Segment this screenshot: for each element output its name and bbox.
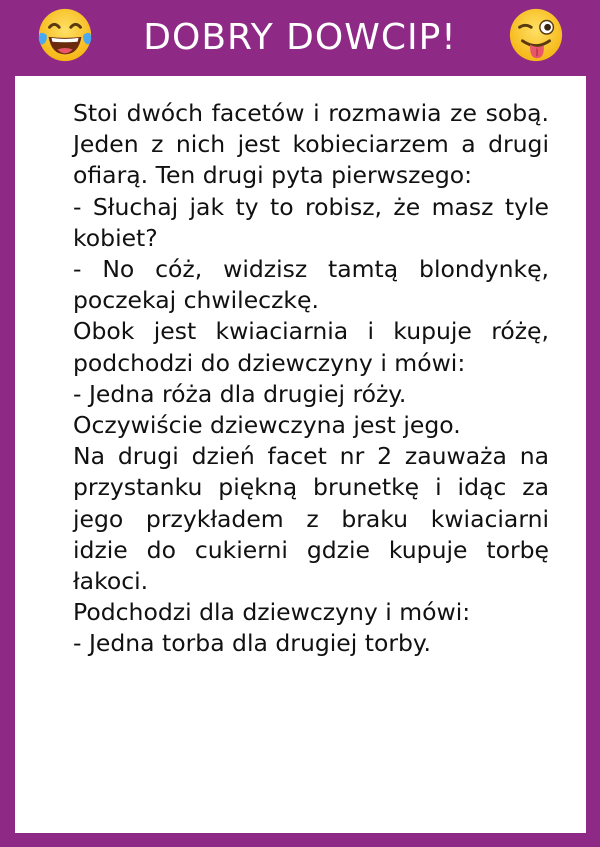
joke-paragraph: - No cóż, widzisz tamtą blondynkę, poczekaj chwileczkę. bbox=[73, 255, 549, 315]
joke-paragraph: - Jedna róża dla drugiej róży. bbox=[73, 379, 407, 408]
joke-paragraph: Na drugi dzień facet nr 2 zauważa na przystanku piękną brunetkę i idąc za jego przykładem z braku kwiaciarni idzie do cukierni gdzie kupuje torbę łakoci. bbox=[73, 442, 549, 596]
joke-paragraph: Obok jest kwiaciarnia i kupuje różę, podchodzi do dziewczyny i mówi: bbox=[73, 317, 549, 377]
winking-tongue-emoji-icon bbox=[507, 6, 565, 64]
joke-paragraph: - Jedna torba dla drugiej torby. bbox=[73, 629, 431, 658]
joke-text bbox=[73, 98, 549, 660]
joke-paragraph: Stoi dwóch facetów i rozmawia ze sobą. Jeden z nich jest kobieciarzem a drugi ofiarą. Ten drugi pyta pierwszego: bbox=[73, 99, 549, 190]
header bbox=[0, 0, 600, 76]
page-title: DOBRY DOWCIP! bbox=[143, 17, 457, 58]
joke-panel bbox=[15, 76, 586, 833]
joke-paragraph: Podchodzi dla dziewczyny i mówi: bbox=[73, 598, 471, 627]
joke-paragraph: Oczywiście dziewczyna jest jego. bbox=[73, 411, 461, 440]
joke-paragraph: - Słuchaj jak ty to robisz, że masz tyle kobiet? bbox=[73, 192, 549, 252]
